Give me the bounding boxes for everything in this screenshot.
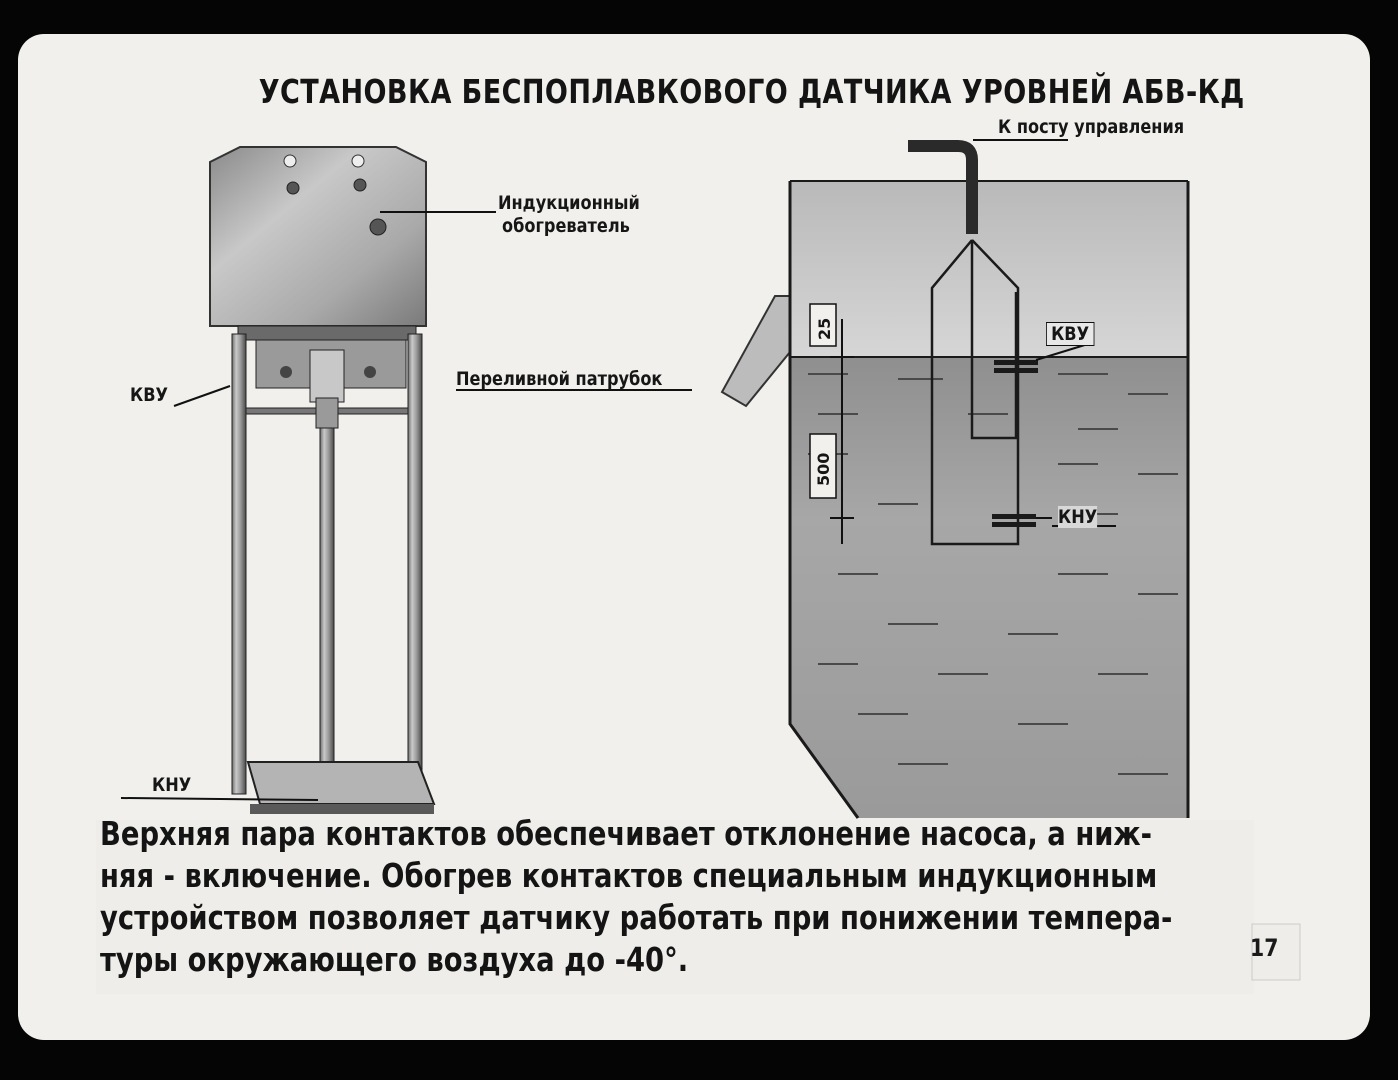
rod-coupling xyxy=(316,398,338,428)
dim-25-label: 25 xyxy=(815,317,834,340)
caption-line-3: устройством позволяет датчику работать при понижении темпера- xyxy=(100,898,1173,937)
tank-water xyxy=(790,357,1188,818)
kvu-contact xyxy=(994,368,1038,373)
right-knu-label: КНУ xyxy=(1058,506,1098,528)
overflow-pipe xyxy=(722,296,790,406)
box-bolt xyxy=(354,179,366,191)
slide xyxy=(18,34,1370,1040)
left-kvu-label: КВУ xyxy=(130,384,168,406)
slide-title: УСТАНОВКА БЕСПОПЛАВКОВОГО ДАТЧИКА УРОВНЕЙ АБВ-КД xyxy=(258,72,1245,111)
clamp-center xyxy=(310,350,344,402)
tank xyxy=(722,140,1188,818)
heater-label-line1: Индукционный xyxy=(498,192,640,214)
leg-right xyxy=(408,334,422,794)
knu-contact xyxy=(992,514,1036,519)
overflow-pipe-label: Переливной патрубок xyxy=(456,368,663,390)
heater-label-line2: обогреватель xyxy=(502,215,630,237)
kvu-contact xyxy=(994,360,1038,365)
base-plate xyxy=(248,762,434,804)
box-bolt xyxy=(370,219,386,235)
caption-text xyxy=(100,814,1280,994)
center-rod xyxy=(320,402,334,784)
slide-number: 17 xyxy=(1250,934,1279,962)
knu-contact xyxy=(992,522,1036,527)
box-hole xyxy=(352,155,364,167)
dim-500-label: 500 xyxy=(814,452,833,486)
control-post-label: К посту управления xyxy=(998,116,1185,138)
caption-line-4: туры окружающего воздуха до -40°. xyxy=(100,940,689,979)
caption-line-2: няя - включение. Обогрев контактов специальным индукционным xyxy=(100,856,1158,895)
sensor-stand xyxy=(121,147,692,814)
heater-box xyxy=(210,147,426,326)
frame-top xyxy=(238,326,416,340)
tank-air xyxy=(790,181,1188,357)
leg-left xyxy=(232,334,246,794)
box-hole xyxy=(284,155,296,167)
caption-line-1: Верхняя пара контактов обеспечивает отклонение насоса, а ниж- xyxy=(100,814,1153,853)
right-kvu-label: КВУ xyxy=(1046,322,1094,346)
left-knu-label: КНУ xyxy=(152,774,192,796)
box-bolt xyxy=(287,182,299,194)
